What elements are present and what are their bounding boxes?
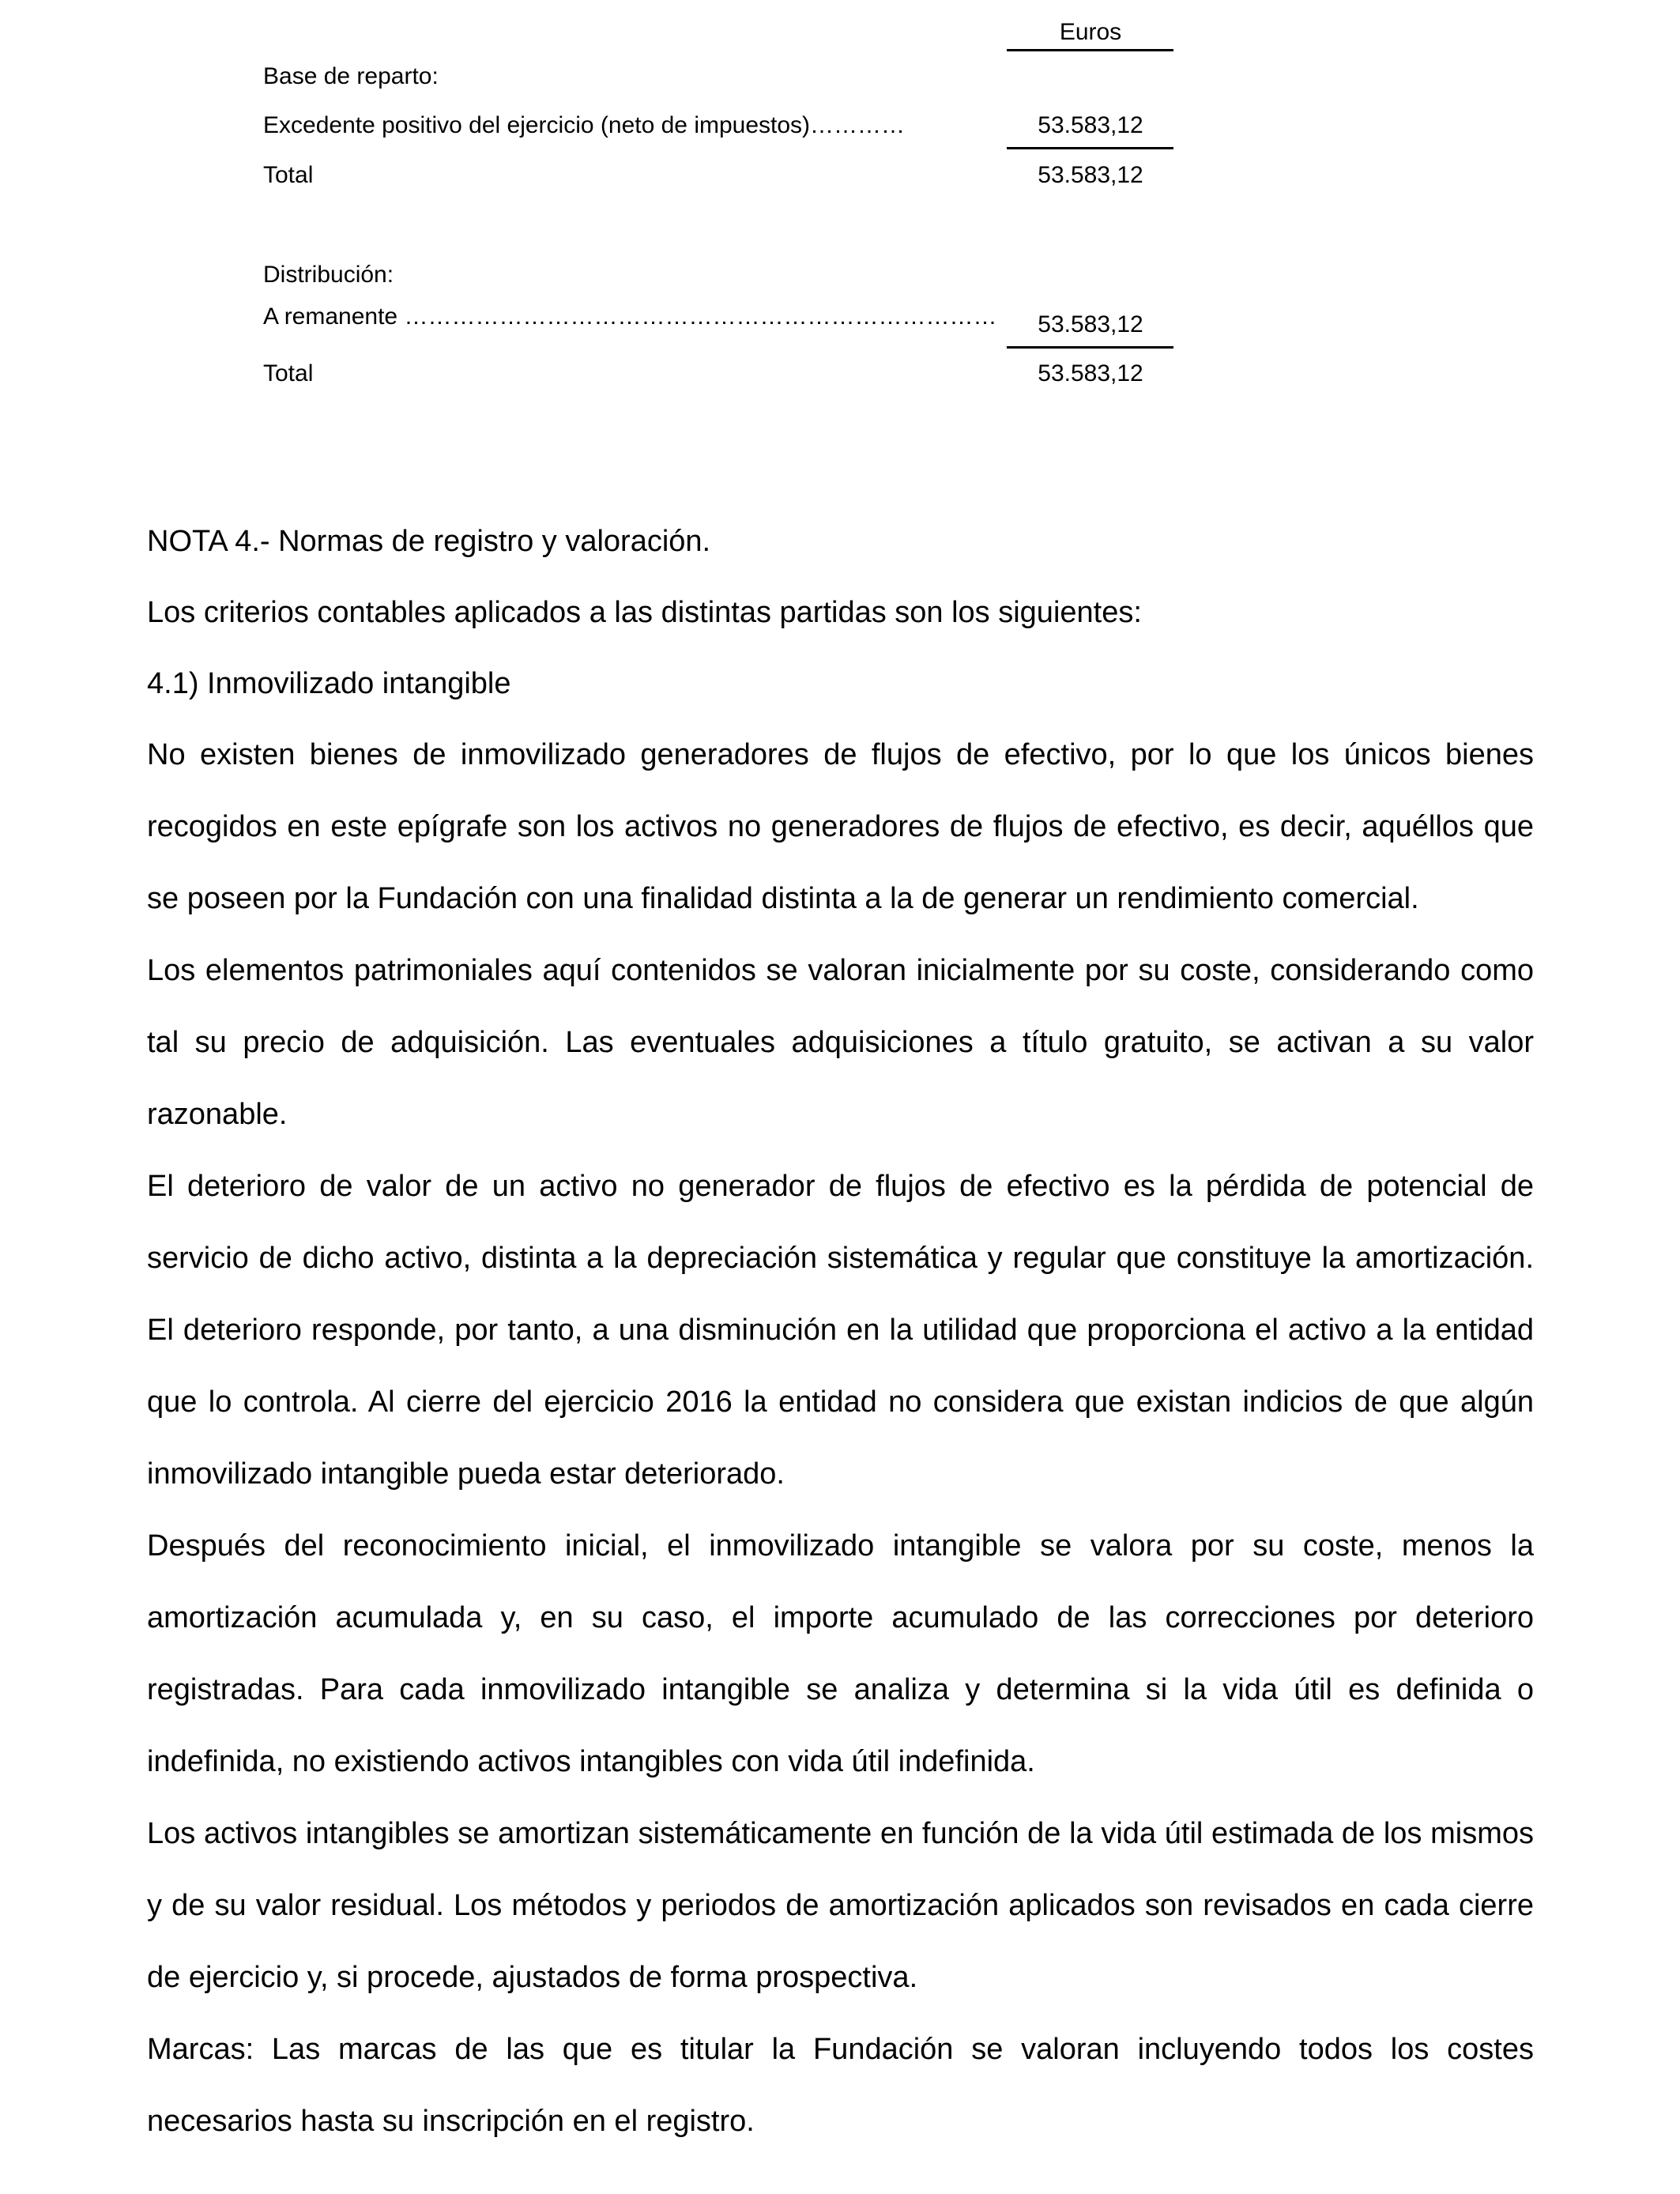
base-item-label: Excedente positivo del ejercicio (neto de impuestos)………… <box>263 112 906 138</box>
currency-header-row <box>0 21 1680 52</box>
paragraph: Los elementos patrimoniales aquí contenidos se valoran inicialmente por su coste, considerando como tal su precio de adquisición. Las eventuales adquisiciones a título gratuito, se activan a su valor razonable. <box>147 954 1534 1131</box>
distribution-item-amount: 53.583,12 <box>1038 311 1143 337</box>
note-heading: NOTA 4.- Normas de registro y valoración. <box>147 525 711 558</box>
note-section <box>147 506 1534 2158</box>
note-intro: Los criterios contables aplicados a las distintas partidas son los siguientes: <box>147 596 1142 629</box>
paragraph: Después del reconocimiento inicial, el inmovilizado intangible se valora por su coste, menos la amortización acumulada y, en su caso, el importe acumulado de las correcciones por deterioro registradas. Para cada inmovilizado intangible se analiza y determina si la vida útil es definida o indefinida, no existiendo activos intangibles con vida útil indefinida. <box>147 1529 1534 1778</box>
distribution-item-row <box>0 305 1680 337</box>
distribution-title: Distribución: <box>263 262 394 288</box>
header-rule <box>1007 49 1173 51</box>
paragraph: El deterioro de valor de un activo no generador de flujos de efectivo es la pérdida de potencial de servicio de dicho activo, distinta a la depreciación sistemática y regular que constituye la amortización. El deterioro responde, por tanto, a una disminución en la utilidad que proporciona el activo a la entidad que lo controla. Al cierre del ejercicio 2016 la entidad no considera que existan indicios de que algún inmovilizado intangible pueda estar deteriorado. <box>147 1170 1534 1491</box>
base-title-row <box>0 65 1680 96</box>
base-title: Base de reparto: <box>263 63 439 89</box>
base-total-label: Total <box>263 162 314 188</box>
distribution-total-amount: 53.583,12 <box>1038 360 1143 386</box>
base-subtotal-rule <box>1007 147 1173 149</box>
note-subheading: 4.1) Inmovilizado intangible <box>147 667 511 700</box>
distribution-item-label: A remanente ………………………………………………………………… <box>263 303 997 330</box>
base-item-amount: 53.583,12 <box>1038 112 1143 138</box>
base-total-row <box>0 164 1680 195</box>
paragraph: Los activos intangibles se amortizan sistemáticamente en función de la vida útil estimada de los mismos y de su valor residual. Los métodos y periodos de amortización aplicados son revisados en cada cierre de ejercicio y, si procede, ajustados de forma prospectiva. <box>147 1817 1534 1994</box>
distribution-subtotal-rule <box>1007 346 1173 349</box>
base-item-row <box>0 114 1680 145</box>
paragraph: No existen bienes de inmovilizado generadores de flujos de efectivo, por lo que los únicos bienes recogidos en este epígrafe son los activos no generadores de flujos de efectivo, es decir, aquéllos que se poseen por la Fundación con una finalidad distinta a la de generar un rendimiento comercial. <box>147 738 1534 915</box>
distribution-title-row <box>0 263 1680 295</box>
distribution-total-label: Total <box>263 360 314 386</box>
currency-header: Euros <box>1059 19 1122 45</box>
paragraph: Marcas: Las marcas de las que es titular la Fundación se valoran incluyendo todos los costes necesarios hasta su inscripción en el registro. <box>147 2033 1534 2138</box>
distribution-total-row <box>0 362 1680 394</box>
base-total-amount: 53.583,12 <box>1038 162 1143 188</box>
